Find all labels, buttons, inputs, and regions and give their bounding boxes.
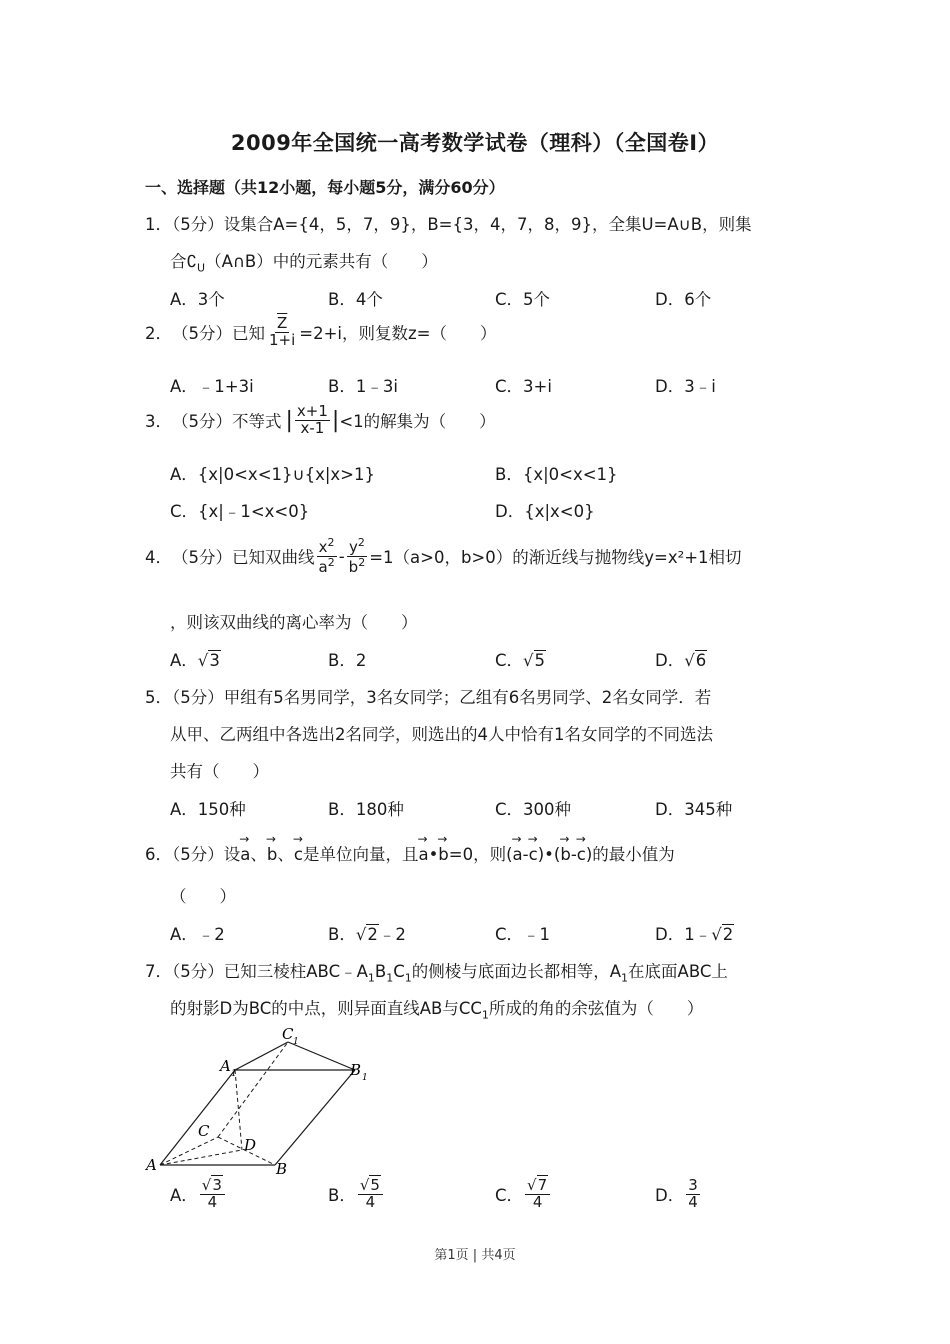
prism-figure [140, 1020, 380, 1180]
option-d[interactable]: D． $\frac{3}{4}$ [655, 1176, 698, 1211]
option-c[interactable]: C．﹣1 [495, 925, 551, 944]
option-c[interactable]: C．√5 [495, 651, 546, 670]
label-a: A [146, 1156, 157, 1174]
question-7: 7．（5分）已知三棱柱$ABC﹣A_1B_1C_1$的侧棱与底面边长都相等，$A_1$在底面ABC上 [145, 962, 728, 985]
option-b[interactable]: B．180种 [328, 800, 404, 819]
question-6: 6．（5分）设→ a、→ b、→ c是单位向量，且→ a•→ b=0，则(→ a-→ c)•(→ b-→ c)的最小值为 [145, 841, 675, 865]
fraction: $\frac{y^2}{b^2}$ [348, 536, 366, 576]
section-header: 一、选择题（共12小题，每小题5分，满分60分） [145, 178, 505, 197]
option-a[interactable]: A．﹣2 [170, 925, 225, 944]
question-text: 设集合A={4，5，7，9}，B={3，4，7，8，9}，全集U=A∪B，则集 [223, 215, 752, 234]
question-5-line3: 共有（ ） [170, 762, 269, 781]
page-footer: 第1页 | 共4页 [434, 1248, 516, 1263]
option-b[interactable]: B．{x|0<x<1} [495, 465, 618, 484]
svg-text:1: 1 [362, 1073, 368, 1083]
fraction: $\frac{x+1}{x-1}$ [296, 402, 328, 437]
option-a[interactable]: A．﹣1+3i [170, 377, 254, 396]
option-c[interactable]: C． $\frac{√7}{4}$ [495, 1178, 552, 1211]
option-c[interactable]: C．5个 [495, 290, 551, 309]
option-a[interactable]: A．3个 [170, 290, 225, 309]
question-4: 4． （5分） 已知双曲线 $\frac{x^2}{a^2}$ - $\frac{y^2}{b^2}$ =1（a>0，b>0）的渐近线与抛物线y=x²+1相切 [145, 536, 742, 576]
label-a1: A [220, 1057, 231, 1075]
edge-ac [160, 1137, 218, 1165]
option-d[interactable]: D．6个 [655, 290, 712, 309]
option-c[interactable]: C．3+i [495, 377, 552, 396]
option-d[interactable]: D．3﹣i [655, 377, 716, 396]
question-number: 1． [145, 215, 172, 234]
option-a[interactable]: A． $\frac{√3}{4}$ [170, 1178, 227, 1211]
fraction: $\frac{\overline{Z}}{1+i}$ [269, 314, 296, 349]
label-b: B [276, 1160, 288, 1178]
question-6-line2: （ ） [170, 887, 236, 906]
option-a[interactable]: A．{x|0<x<1}∪{x|x>1} [170, 465, 376, 484]
option-c[interactable]: C．300种 [495, 800, 572, 819]
question-1 [145, 211, 752, 235]
option-d[interactable]: D．√6 [655, 651, 707, 670]
question-2: 2． （5分） 已知 $\frac{\overline{Z}}{1+i}$ =2+i，则复数z=（ ） [145, 314, 497, 349]
label-c1: C [282, 1025, 294, 1043]
option-b[interactable]: B．√2﹣2 [328, 925, 406, 944]
svg-text:1: 1 [293, 1037, 299, 1047]
label-c: C [198, 1122, 210, 1140]
option-b[interactable]: B．2 [328, 651, 367, 670]
edge-a1d [235, 1070, 242, 1150]
question-1-line2: 合$∁_U(A\cap B)$中的元素共有（ ） [170, 252, 438, 275]
edge-a1c1 [235, 1042, 288, 1070]
question-score: （5分） [172, 215, 224, 234]
question-5: 5．（5分）甲组有5名男同学，3名女同学；乙组有6名男同学、2名女同学．若 [145, 688, 712, 707]
svg-text:1: 1 [231, 1069, 237, 1079]
page-title: 2009年全国统一高考数学试卷（理科）（全国卷Ⅰ） [230, 131, 720, 155]
edge-aa1 [160, 1070, 235, 1165]
question-3: 3． （5分） 不等式 | $\frac{x+1}{x-1}$ | <1的解集为（ ） [145, 402, 496, 437]
option-a[interactable]: A．√3 [170, 651, 220, 670]
option-b[interactable]: B．4个 [328, 290, 383, 309]
option-a[interactable]: A．150种 [170, 800, 246, 819]
option-d[interactable]: D．{x|x<0} [495, 502, 595, 521]
option-c[interactable]: C．{x|﹣1<x<0} [170, 502, 310, 521]
label-d: D [244, 1136, 257, 1154]
question-7-line2: 的射影D为BC的中点，则异面直线AB与$CC_1$所成的角的余弦值为（ ） [170, 999, 704, 1022]
option-d[interactable]: D．345种 [655, 800, 733, 819]
edge-bb1 [275, 1070, 355, 1165]
edge-ad [160, 1150, 242, 1165]
option-b[interactable]: B． $\frac{√5}{4}$ [328, 1178, 385, 1211]
label-b1: B [350, 1061, 362, 1079]
question-5-line2: 从甲、乙两组中各选出2名同学，则选出的4人中恰有1名女同学的不同选法 [170, 725, 713, 744]
fraction: $\frac{x^2}{a^2}$ [318, 536, 335, 576]
option-b[interactable]: B．1﹣3i [328, 377, 398, 396]
question-4-line2: ，则该双曲线的离心率为（ ） [170, 613, 418, 632]
option-d[interactable]: D．1﹣√2 [655, 925, 734, 944]
